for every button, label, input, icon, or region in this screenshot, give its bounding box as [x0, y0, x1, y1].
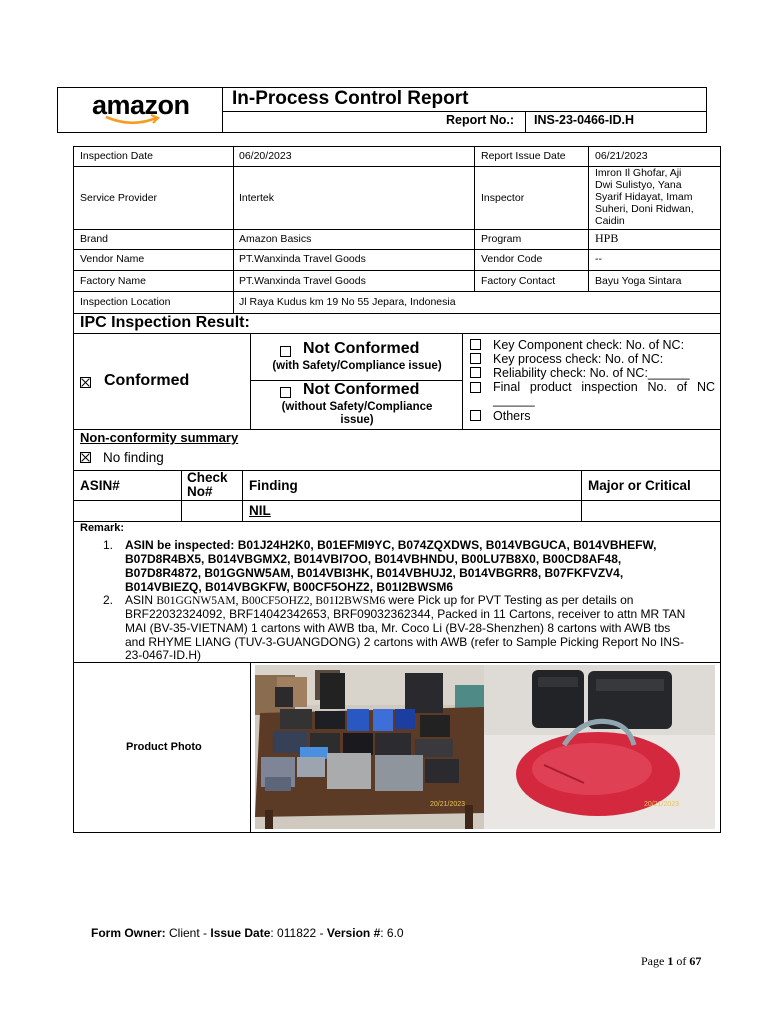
remark-item-2-asins: B01GGNW5AM, B00CF5OHZ2, B01I2BWSM6 — [156, 595, 386, 607]
reliability-label: Reliability check: No. of NC:______ — [493, 366, 690, 380]
key-component-checkbox[interactable] — [470, 339, 481, 350]
page-total: 67 — [689, 954, 702, 968]
asin-cell — [73, 500, 182, 522]
remark-item-2-line-1 — [125, 593, 633, 608]
finding-cell — [242, 500, 582, 522]
inspector-line-5: Caidin — [595, 215, 625, 227]
vendor-name-value: PT.Wanxinda Travel Goods — [239, 253, 366, 265]
report-no-label: Report No.: — [446, 113, 515, 127]
inspector-line-2: Dwi Sulistyo, Yana — [595, 179, 682, 191]
issue-date-value: : 011822 - — [270, 926, 327, 940]
amazon-logo: amazon — [92, 90, 190, 120]
major-critical-header: Major or Critical — [588, 478, 691, 493]
inspector-line-1: Imron Il Ghofar, Aji — [595, 167, 682, 179]
key-component-label: Key Component check: No. of NC: — [493, 338, 685, 352]
amazon-smile-icon — [104, 114, 164, 128]
inspection-location-value: Jl Raya Kudus km 19 No 55 Jepara, Indonesia — [239, 296, 456, 308]
remark-item-1-line-4: B014VBIEZQ, B014VBGKFW, B00CF5OHZ2, B01I2BWSM6 — [125, 580, 454, 594]
brand-value: Amazon Basics — [239, 233, 312, 245]
ipc-result-title: IPC Inspection Result: — [80, 314, 250, 331]
inspection-date-value: 06/20/2023 — [239, 150, 292, 162]
asin-header: ASIN# — [80, 478, 120, 493]
final-product-blank: ______ — [493, 393, 535, 407]
inspector-line-4: Suheri, Doni Ridwan, — [595, 203, 694, 215]
vendor-code-value-cell — [588, 249, 721, 271]
check-cell — [181, 500, 243, 522]
others-label: Others — [493, 409, 531, 423]
report-no-divider — [525, 111, 526, 133]
not-conformed-nosafety-label: Not Conformed — [303, 381, 420, 398]
version-label: Version # — [326, 926, 381, 940]
product-photo-table-image — [255, 665, 484, 829]
remark-item-2-rest: were Pick up for PVT Testing as per details on — [385, 593, 634, 607]
page-number — [641, 954, 701, 968]
not-conformed-nosafety-sub-1: (without Safety/Compliance — [281, 401, 433, 413]
remark-item-1-line-3: B07D8R4872, B01GGNW5AM, B014VBI3HK, B014VBHUJ2, B014VBGRR8, B07FKFVZV4, — [125, 566, 624, 580]
inspection-location-label: Inspection Location — [80, 296, 171, 308]
not-conformed-safety-sub: (with Safety/Compliance issue) — [272, 360, 442, 372]
remark-label: Remark: — [80, 522, 125, 534]
inspector-line-3: Syarif Hidayat, Imam — [595, 191, 693, 203]
product-photo-bags-image — [484, 665, 715, 829]
factory-name-label: Factory Name — [80, 275, 146, 287]
not-conformed-safety-label: Not Conformed — [303, 340, 420, 357]
report-no-value: INS-23-0466-ID.H — [534, 113, 635, 127]
factory-contact-value: Bayu Yoga Sintara — [595, 275, 682, 287]
check-header-2: No# — [187, 484, 213, 499]
form-owner-value: Client - — [165, 926, 211, 940]
conformed-checkbox[interactable] — [80, 377, 91, 388]
inspection-date-label: Inspection Date — [80, 150, 153, 162]
nonconformity-title: Non-conformity summary — [80, 430, 239, 445]
page-current: 1 — [667, 954, 674, 968]
remark-item-1-line-1: ASIN be inspected: B01J24H2K0, B01EFMI9YC, B074ZQXDWS, B014VBGUCA, B014VBHEFW, — [125, 538, 657, 552]
remark-item-1-number: 1. — [103, 538, 114, 552]
no-finding-checkbox[interactable] — [80, 452, 91, 463]
product-photo-label: Product Photo — [126, 741, 202, 753]
service-provider-label: Service Provider — [80, 192, 158, 204]
finding-header: Finding — [249, 478, 298, 493]
remark-item-2-line-5: 23-0467-ID.H) — [125, 648, 202, 662]
key-process-checkbox[interactable] — [470, 353, 481, 364]
key-process-label: Key process check: No. of NC: — [493, 352, 664, 366]
page-prefix: Page — [641, 954, 668, 968]
program-value: HPB — [595, 231, 619, 245]
final-product-label: Final product inspection No. of NC — [493, 380, 715, 394]
page-of: of — [673, 954, 690, 968]
photo-1-date-stamp: 20/21/2023 — [430, 801, 466, 808]
reliability-checkbox[interactable] — [470, 367, 481, 378]
report-title: In-Process Control Report — [232, 88, 469, 109]
no-finding-label: No finding — [103, 450, 164, 465]
form-owner-footer — [91, 926, 404, 940]
photo-2-date-stamp: 20/21/2023 — [644, 801, 680, 808]
service-provider-value: Intertek — [239, 192, 275, 204]
not-conformed-nosafety-checkbox[interactable] — [280, 387, 291, 398]
factory-name-value: PT.Wanxinda Travel Goods — [239, 275, 366, 287]
factory-contact-label: Factory Contact — [481, 275, 556, 287]
issue-date-label: Issue Date — [210, 926, 271, 940]
vendor-code-value: -- — [595, 253, 602, 265]
conformed-label: Conformed — [104, 372, 190, 389]
major-cell — [581, 500, 721, 522]
remark-item-2-prefix: ASIN — [125, 593, 157, 607]
finding-value: NIL — [249, 503, 271, 518]
program-label: Program — [481, 233, 522, 245]
remark-item-1-line-2: B07D8R4BX5, B014VBGMX2, B014VBI7OO, B014VBHNDU, B00LU7B8X0, B00CD8AF48, — [125, 552, 622, 566]
remark-item-2-number: 2. — [103, 593, 114, 607]
brand-label: Brand — [80, 233, 109, 245]
vendor-code-label: Vendor Code — [481, 253, 543, 265]
form-owner-label: Form Owner: — [91, 926, 166, 940]
not-conformed-nosafety-sub-2: issue) — [340, 414, 374, 426]
others-checkbox[interactable] — [470, 410, 481, 421]
check-header-1: Check — [187, 470, 228, 485]
not-conformed-safety-checkbox[interactable] — [280, 346, 291, 357]
remark-item-2-line-4: and RHYME LIANG (TUV-3-GUANGDONG) 2 cartons with AWB (refer to Sample Picking Report No INS- — [125, 635, 685, 649]
report-issue-date-label: Report Issue Date — [481, 150, 566, 162]
remark-item-2-line-3: MAI (BV-35-VIETNAM) 1 cartons with AWB tba, Mr. Coco Li (BV-28-Shenzhen) 8 cartons with AWB tbs — [125, 621, 671, 635]
report-issue-date-value: 06/21/2023 — [595, 150, 648, 162]
vendor-name-label: Vendor Name — [80, 253, 145, 265]
inspector-label: Inspector — [481, 192, 525, 204]
version-value: : 6.0 — [380, 926, 404, 940]
final-product-checkbox[interactable] — [470, 382, 481, 393]
remark-item-2-line-2: BRF22032324092, BRF14042342653, BRF09032362344, Packed in 11 Cartons, receiver to attn MR TAN — [125, 607, 686, 621]
